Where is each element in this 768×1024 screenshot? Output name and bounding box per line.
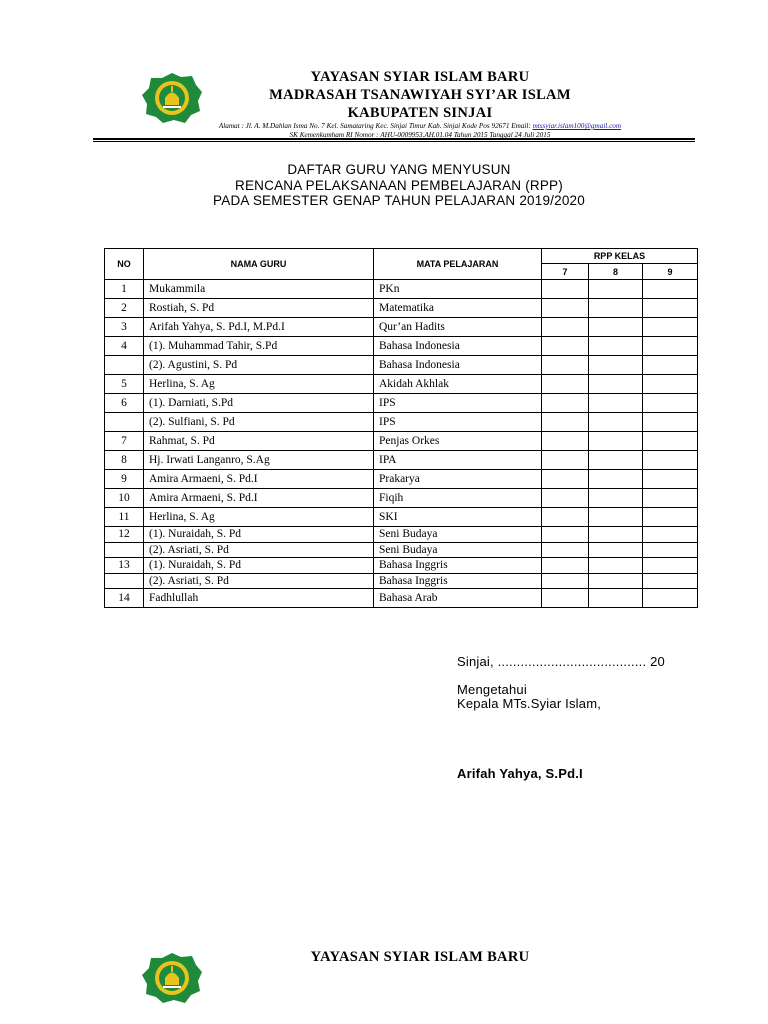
table-row [105, 451, 698, 470]
row-rpp-kelas-7 [542, 589, 589, 608]
row-mata-pelajaran: Bahasa Indonesia [374, 356, 542, 375]
header-no: NO [105, 249, 144, 280]
header-mata-pelajaran: MATA PELAJARAN [374, 249, 542, 280]
letterhead-school: MADRASAH TSANAWIYAH SYI’AR ISLAM [269, 87, 571, 103]
row-rpp-kelas-8 [589, 470, 643, 489]
row-no [105, 573, 144, 589]
document-title [100, 162, 698, 209]
row-rpp-kelas-7 [542, 432, 589, 451]
row-nama-guru: Herlina, S. Ag [144, 508, 374, 527]
row-no: 7 [105, 432, 144, 451]
row-rpp-kelas-8 [589, 375, 643, 394]
header-kelas-9: 9 [643, 264, 698, 280]
row-no: 13 [105, 558, 144, 574]
row-mata-pelajaran: Bahasa Indonesia [374, 337, 542, 356]
row-rpp-kelas-7 [542, 299, 589, 318]
row-rpp-kelas-8 [589, 356, 643, 375]
row-rpp-kelas-9 [643, 489, 698, 508]
row-no: 4 [105, 337, 144, 356]
row-mata-pelajaran: Bahasa Inggris [374, 573, 542, 589]
acknowledged-label: Mengetahui [457, 682, 527, 697]
header-rpp-kelas: RPP KELAS [542, 249, 698, 264]
row-rpp-kelas-9 [643, 573, 698, 589]
row-rpp-kelas-7 [542, 280, 589, 299]
row-nama-guru: Mukammila [144, 280, 374, 299]
row-rpp-kelas-8 [589, 318, 643, 337]
row-no: 3 [105, 318, 144, 337]
letterhead [160, 68, 680, 140]
row-no: 12 [105, 527, 144, 543]
title-line-3: PADA SEMESTER GENAP TAHUN PELAJARAN 2019/2020 [213, 193, 585, 208]
row-mata-pelajaran: Bahasa Inggris [374, 558, 542, 574]
row-rpp-kelas-7 [542, 356, 589, 375]
row-nama-guru: (2). Agustini, S. Pd [144, 356, 374, 375]
table-row [105, 413, 698, 432]
row-mata-pelajaran: Seni Budaya [374, 527, 542, 543]
row-rpp-kelas-8 [589, 394, 643, 413]
row-rpp-kelas-8 [589, 527, 643, 543]
table-row [105, 318, 698, 337]
row-nama-guru: (1). Nuraidah, S. Pd [144, 527, 374, 543]
row-rpp-kelas-9 [643, 589, 698, 608]
row-rpp-kelas-9 [643, 527, 698, 543]
row-nama-guru: (2). Asriati, S. Pd [144, 542, 374, 558]
header-nama-guru: NAMA GURU [144, 249, 374, 280]
row-mata-pelajaran: Prakarya [374, 470, 542, 489]
row-rpp-kelas-8 [589, 337, 643, 356]
row-rpp-kelas-8 [589, 489, 643, 508]
row-rpp-kelas-8 [589, 280, 643, 299]
row-nama-guru: (1). Muhammad Tahir, S.Pd [144, 337, 374, 356]
row-mata-pelajaran: Penjas Orkes [374, 432, 542, 451]
row-rpp-kelas-8 [589, 299, 643, 318]
row-no: 14 [105, 589, 144, 608]
letterhead-address [160, 122, 680, 131]
email-link[interactable]: mtssyiar.islam100@gmail.com [532, 122, 622, 130]
row-rpp-kelas-7 [542, 337, 589, 356]
row-rpp-kelas-7 [542, 451, 589, 470]
row-mata-pelajaran: SKI [374, 508, 542, 527]
row-nama-guru: (2). Sulfiani, S. Pd [144, 413, 374, 432]
row-nama-guru: Hj. Irwati Langanro, S.Ag [144, 451, 374, 470]
row-rpp-kelas-9 [643, 299, 698, 318]
row-rpp-kelas-8 [589, 413, 643, 432]
row-rpp-kelas-7 [542, 542, 589, 558]
row-nama-guru: (1). Darniati, S.Pd [144, 394, 374, 413]
table-row [105, 337, 698, 356]
row-no [105, 356, 144, 375]
table-row [105, 589, 698, 608]
row-mata-pelajaran: Qur’an Hadits [374, 318, 542, 337]
row-nama-guru: Amira Armaeni, S. Pd.I [144, 489, 374, 508]
row-rpp-kelas-9 [643, 413, 698, 432]
place-date: Sinjai, ....................................... 20 [457, 654, 665, 669]
principal-position: Kepala MTs.Syiar Islam, [457, 696, 602, 711]
title-line-1: DAFTAR GURU YANG MENYUSUN [287, 162, 511, 177]
row-rpp-kelas-9 [643, 280, 698, 299]
row-rpp-kelas-8 [589, 432, 643, 451]
table-row [105, 432, 698, 451]
row-rpp-kelas-7 [542, 527, 589, 543]
row-rpp-kelas-9 [643, 508, 698, 527]
table-row [105, 394, 698, 413]
row-rpp-kelas-7 [542, 489, 589, 508]
table-row [105, 375, 698, 394]
row-rpp-kelas-9 [643, 470, 698, 489]
row-no: 11 [105, 508, 144, 527]
row-nama-guru: Rahmat, S. Pd [144, 432, 374, 451]
row-rpp-kelas-8 [589, 558, 643, 574]
row-rpp-kelas-9 [643, 558, 698, 574]
row-rpp-kelas-7 [542, 375, 589, 394]
row-rpp-kelas-7 [542, 394, 589, 413]
row-rpp-kelas-9 [643, 337, 698, 356]
letterhead-decree: SK Kemenkumham RI Nomor : AHU-0009953.AH.01.04 Tahun 2015 Tanggal 24 Juli 2015 [289, 131, 551, 139]
row-rpp-kelas-8 [589, 589, 643, 608]
row-nama-guru: (2). Asriati, S. Pd [144, 573, 374, 589]
row-no: 2 [105, 299, 144, 318]
table-body [105, 280, 698, 608]
row-rpp-kelas-9 [643, 375, 698, 394]
row-no: 6 [105, 394, 144, 413]
row-nama-guru: Fadhlullah [144, 589, 374, 608]
row-nama-guru: Amira Armaeni, S. Pd.I [144, 470, 374, 489]
row-nama-guru: Arifah Yahya, S. Pd.I, M.Pd.I [144, 318, 374, 337]
row-mata-pelajaran: Bahasa Arab [374, 589, 542, 608]
table-row [105, 558, 698, 574]
row-mata-pelajaran: IPS [374, 413, 542, 432]
row-rpp-kelas-8 [589, 508, 643, 527]
row-mata-pelajaran: Matematika [374, 299, 542, 318]
row-mata-pelajaran: IPA [374, 451, 542, 470]
row-no [105, 413, 144, 432]
letterhead-divider-thick [93, 138, 695, 140]
header-kelas-7: 7 [542, 264, 589, 280]
row-nama-guru: Rostiah, S. Pd [144, 299, 374, 318]
table-row [105, 527, 698, 543]
page-2-letterhead: YAYASAN SYIAR ISLAM BARU [310, 949, 530, 965]
row-rpp-kelas-7 [542, 470, 589, 489]
table-row [105, 489, 698, 508]
table-row [105, 280, 698, 299]
table-row [105, 573, 698, 589]
row-rpp-kelas-7 [542, 558, 589, 574]
row-rpp-kelas-9 [643, 356, 698, 375]
letterhead-foundation: YAYASAN SYIAR ISLAM BARU [310, 69, 530, 85]
row-rpp-kelas-9 [643, 318, 698, 337]
row-no: 9 [105, 470, 144, 489]
row-rpp-kelas-8 [589, 573, 643, 589]
table-row [105, 542, 698, 558]
row-rpp-kelas-9 [643, 432, 698, 451]
row-rpp-kelas-9 [643, 542, 698, 558]
row-no: 10 [105, 489, 144, 508]
row-rpp-kelas-7 [542, 508, 589, 527]
header-kelas-8: 8 [589, 264, 643, 280]
row-rpp-kelas-8 [589, 542, 643, 558]
row-rpp-kelas-9 [643, 394, 698, 413]
row-nama-guru: Herlina, S. Ag [144, 375, 374, 394]
teacher-rpp-table [104, 248, 698, 608]
row-mata-pelajaran: PKn [374, 280, 542, 299]
row-rpp-kelas-7 [542, 573, 589, 589]
row-rpp-kelas-7 [542, 318, 589, 337]
principal-name: Arifah Yahya, S.Pd.I [457, 766, 583, 781]
row-no: 8 [105, 451, 144, 470]
row-rpp-kelas-9 [643, 451, 698, 470]
row-no: 1 [105, 280, 144, 299]
row-no [105, 542, 144, 558]
email-label: Email: [511, 122, 533, 130]
row-mata-pelajaran: Akidah Akhlak [374, 375, 542, 394]
table-row [105, 356, 698, 375]
row-no: 5 [105, 375, 144, 394]
row-mata-pelajaran: Fiqih [374, 489, 542, 508]
row-nama-guru: (1). Nuraidah, S. Pd [144, 558, 374, 574]
title-line-2: RENCANA PELAKSANAAN PEMBELAJARAN (RPP) [235, 177, 563, 193]
table-row [105, 508, 698, 527]
letterhead-regency: KABUPATEN SINJAI [347, 105, 493, 121]
row-rpp-kelas-7 [542, 413, 589, 432]
row-mata-pelajaran: IPS [374, 394, 542, 413]
row-mata-pelajaran: Seni Budaya [374, 542, 542, 558]
row-rpp-kelas-8 [589, 451, 643, 470]
table-row [105, 299, 698, 318]
table-row [105, 470, 698, 489]
letterhead-divider-thin [93, 141, 695, 142]
address-text: Alamat : Jl. A. M.Dahlan Isma No. 7 Kel. Samataring Kec. Sinjai Timur Kab. Sinjai Kode Pos 92671 [218, 122, 512, 130]
